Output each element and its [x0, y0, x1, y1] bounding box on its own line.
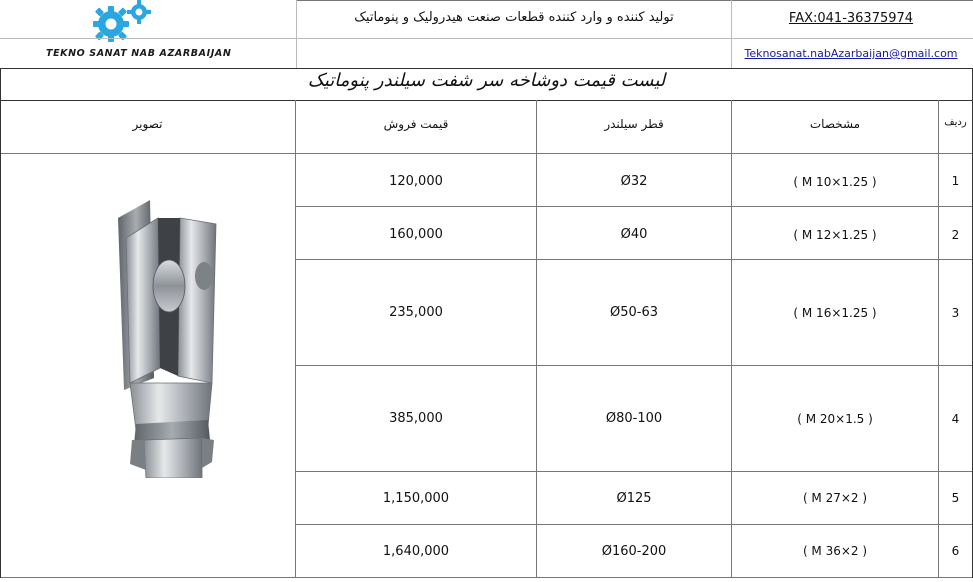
- col-header-spec: مشخصات: [809, 117, 861, 131]
- table-border-bottom: [0, 577, 973, 578]
- table-row-3-price: 235,000: [389, 305, 443, 320]
- table-row-2-number: 2: [951, 228, 960, 242]
- table-row-2-diameter: Ø40: [620, 227, 648, 242]
- table-row-1-diameter: Ø32: [620, 174, 648, 189]
- table-row-4-number: 4: [951, 411, 960, 426]
- table-row-3-number: 3: [951, 305, 960, 320]
- col-header-diameter: قطر سیلندر: [604, 117, 664, 131]
- col-header-price: قیمت فروش: [383, 117, 449, 131]
- table-row-2-price: 160,000: [389, 227, 443, 242]
- table-row-5-price: 1,150,000: [382, 490, 450, 506]
- table-row-5-spec: ( M 27×2 ): [802, 491, 868, 505]
- table-row-6-number: 6: [951, 544, 960, 558]
- table-row-1-number: 1: [951, 174, 960, 188]
- table-row-3-spec: ( M 16×1.25 ): [793, 305, 877, 320]
- clevis-product-image: [80, 178, 230, 478]
- table-row-6-diameter: Ø160-200: [601, 543, 667, 559]
- table-row-1-price: 120,000: [389, 174, 443, 189]
- title-border-top: [0, 68, 973, 69]
- table-row-2-spec: ( M 12×1.25 ): [793, 228, 877, 242]
- header-divider-v1: [296, 0, 297, 68]
- table-row-5-diameter: Ø125: [616, 490, 652, 506]
- email-link[interactable]: Teknosanat.nabAzarbaijan@gmail.com: [744, 47, 958, 60]
- table-row-3-diameter: Ø50-63: [609, 305, 658, 320]
- logo: [40, 0, 232, 64]
- company-tagline: تولید کننده و وارد کننده قطعات صنعت هیدرولیک و پنوماتیک: [354, 10, 674, 25]
- table-row-4-diameter: Ø80-100: [605, 411, 663, 426]
- table-row-6-spec: ( M 36×2 ): [802, 544, 868, 558]
- table-row-5-number: 5: [951, 491, 960, 505]
- col-header-row: ردیف: [944, 117, 967, 128]
- table-row-4-price: 385,000: [389, 411, 443, 426]
- table-row-6-price: 1,640,000: [382, 543, 450, 559]
- fax-number: FAX:041-36375974: [788, 11, 914, 26]
- table-row-1-spec: ( M 10×1.25 ): [793, 175, 877, 189]
- company-name: TEKNO SANAT NAB AZARBAIJAN: [46, 48, 232, 59]
- table-row-4-spec: ( M 20×1.5 ): [797, 411, 873, 426]
- header-divider-v2: [731, 0, 732, 68]
- header-divider-top: [296, 0, 973, 1]
- gear-icon: [85, 0, 165, 46]
- header-divider-mid: [0, 38, 973, 39]
- col-header-image: تصویر: [132, 117, 163, 131]
- page-title: لیست قیمت دوشاخه سر شفت سیلندر پنوماتیک: [307, 70, 666, 91]
